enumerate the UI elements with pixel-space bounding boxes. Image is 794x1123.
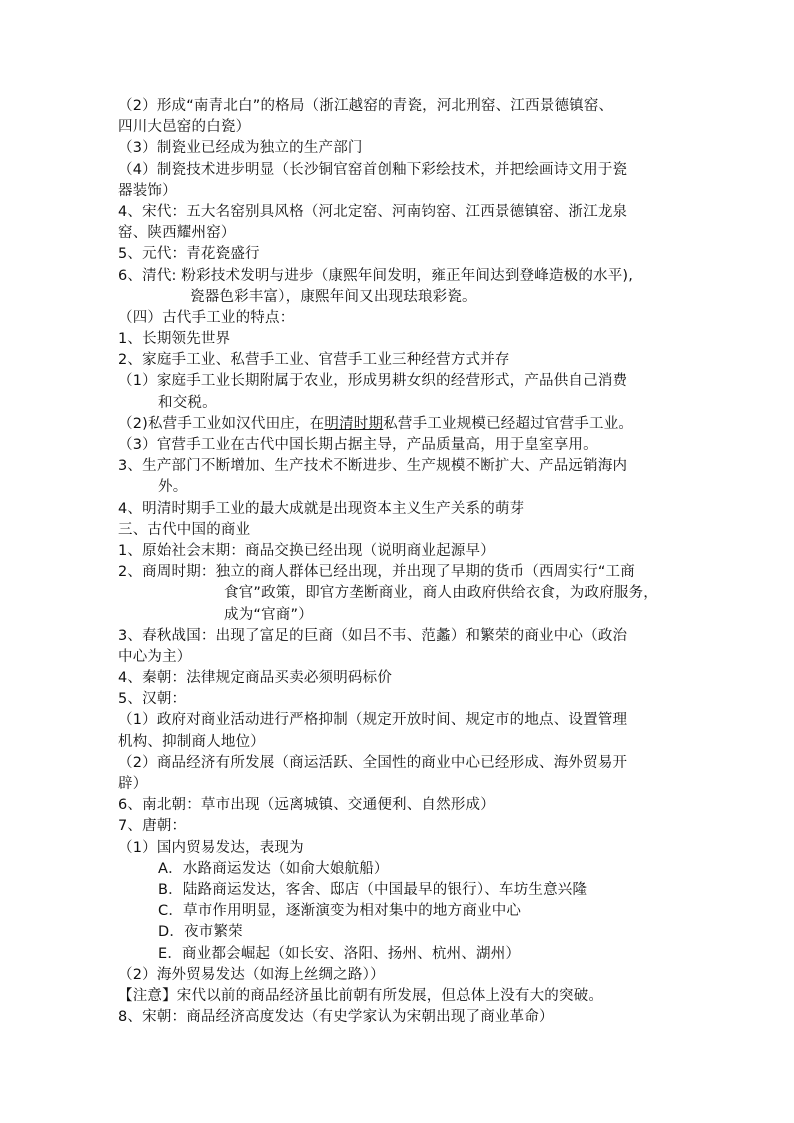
document-body (118, 96, 704, 1028)
text-line: 2、商周时期：独立的商人群体已经出现，并出现了早期的货币（西周实行“工商 (118, 564, 635, 581)
text-line: 2、家庭手工业、私营手工业、官营手工业三种经营方式并存 (118, 352, 510, 369)
text-line: 3、生产部门不断增加、生产技术不断进步、生产规模不断扩大、产品远销海内 (118, 458, 628, 475)
text-line: 瓷器色彩丰富），康熙年间又出现珐琅彩瓷。 (190, 288, 477, 305)
text-line: 窑、陕西耀州窑） (118, 225, 236, 242)
text-line (118, 414, 704, 435)
text-line: 4、明清时期手工业的最大成就是出现资本主义生产关系的萌芽 (118, 500, 525, 517)
text-line: （4）制瓷技术进步明显（长沙铜官窑首创釉下彩绘技术，并把绘画诗文用于瓷 (118, 161, 628, 178)
list-item: D．夜市繁荣 (158, 924, 243, 941)
text-line: 中心为主） (118, 648, 192, 665)
text-segment: 私营手工业规模已经超过官营手工业。 (383, 415, 634, 432)
text-line: （1）国内贸易发达，表现为 (118, 839, 304, 856)
text-line: 食官”政策，即官方垄断商业，商人由政府供给衣食，为政府服务， (224, 585, 659, 602)
text-line: （2）商品经济有所发展（商运活跃、全国性的商业中心已经形成、海外贸易开 (118, 754, 628, 771)
section-heading: 三、古代中国的商业 (118, 521, 251, 538)
text-line: （3）官营手工业在古代中国长期占据主导，产品质量高，用于皇室享用。 (118, 437, 598, 453)
text-line: （1）家庭手工业长期附属于农业，形成男耕女织的经营形式，产品供自己消费 (118, 373, 628, 390)
text-line: 8、宋朝：商品经济高度发达（有史学家认为宋朝出现了商业革命） (118, 1009, 554, 1026)
text-line: 4、秦朝：法律规定商品买卖必须明码标价 (118, 670, 393, 687)
text-line: 机构、抑制商人地位） (118, 733, 265, 750)
text-line: 四川大邑窑的白瓷） (118, 119, 251, 136)
text-line: （2）海外贸易发达（如海上丝绸之路）） (118, 966, 385, 983)
text-line: （3）制瓷业已经成为独立的生产部门 (118, 140, 363, 157)
text-line: 3、春秋战国：出现了富足的巨商（如吕不韦、范蠡）和繁荣的商业中心（政治 (118, 627, 628, 644)
list-item: A．水路商运发达（如俞大娘航船） (158, 860, 389, 877)
text-line: （2）形成“南青北白”的格局（浙江越窑的青瓷，河北刑窑、江西景德镇窑、 (118, 98, 614, 114)
list-item: B．陆路商运发达，客舍、邸店（中国最早的银行）、车坊生意兴隆 (158, 881, 588, 898)
text-line: 1、原始社会末期：商品交换已经出现（说明商业起源早） (118, 542, 495, 559)
text-line: 7、唐朝： (118, 818, 187, 835)
text-line: 6、南北朝：草市出现（远离城镇、交通便利、自然形成） (118, 797, 495, 814)
list-item: C．草市作用明显，逐渐演变为相对集中的地方商业中心 (158, 903, 522, 920)
text-line: （四）古代手工业的特点： (118, 309, 295, 326)
text-line: 1、长期领先世界 (118, 331, 231, 348)
note-line: 【注意】宋代以前的商品经济虽比前朝有所发展，但总体上没有大的突破。 (118, 987, 604, 1004)
text-segment: （2)私营手工业如汉代田庄，在 (118, 415, 325, 432)
underlined-phrase: 明清时期 (324, 415, 384, 432)
text-line: 外。 (158, 479, 188, 496)
text-line: 5、元代：青花瓷盛行 (118, 246, 260, 263)
text-line: 成为“官商”） (224, 606, 313, 623)
text-line: 辟） (118, 776, 148, 792)
text-line: 和交税。 (158, 394, 217, 411)
text-line: 5、汉朝： (118, 691, 187, 708)
text-line: （1）政府对商业活动进行严格抑制（规定开放时间、规定市的地点、设置管理 (118, 712, 628, 729)
text-line: 6、清代: 粉彩技术发明与进步（康熙年间发明，雍正年间达到登峰造极的水平), (118, 267, 634, 284)
list-item: E．商业都会崛起（如长安、洛阳、扬州、杭州、湖州） (158, 945, 521, 962)
text-line: 4、宋代：五大名窑别具风格（河北定窑、河南钧窑、江西景德镇窑、浙江龙泉 (118, 203, 628, 220)
text-line: 器装饰） (118, 182, 177, 199)
